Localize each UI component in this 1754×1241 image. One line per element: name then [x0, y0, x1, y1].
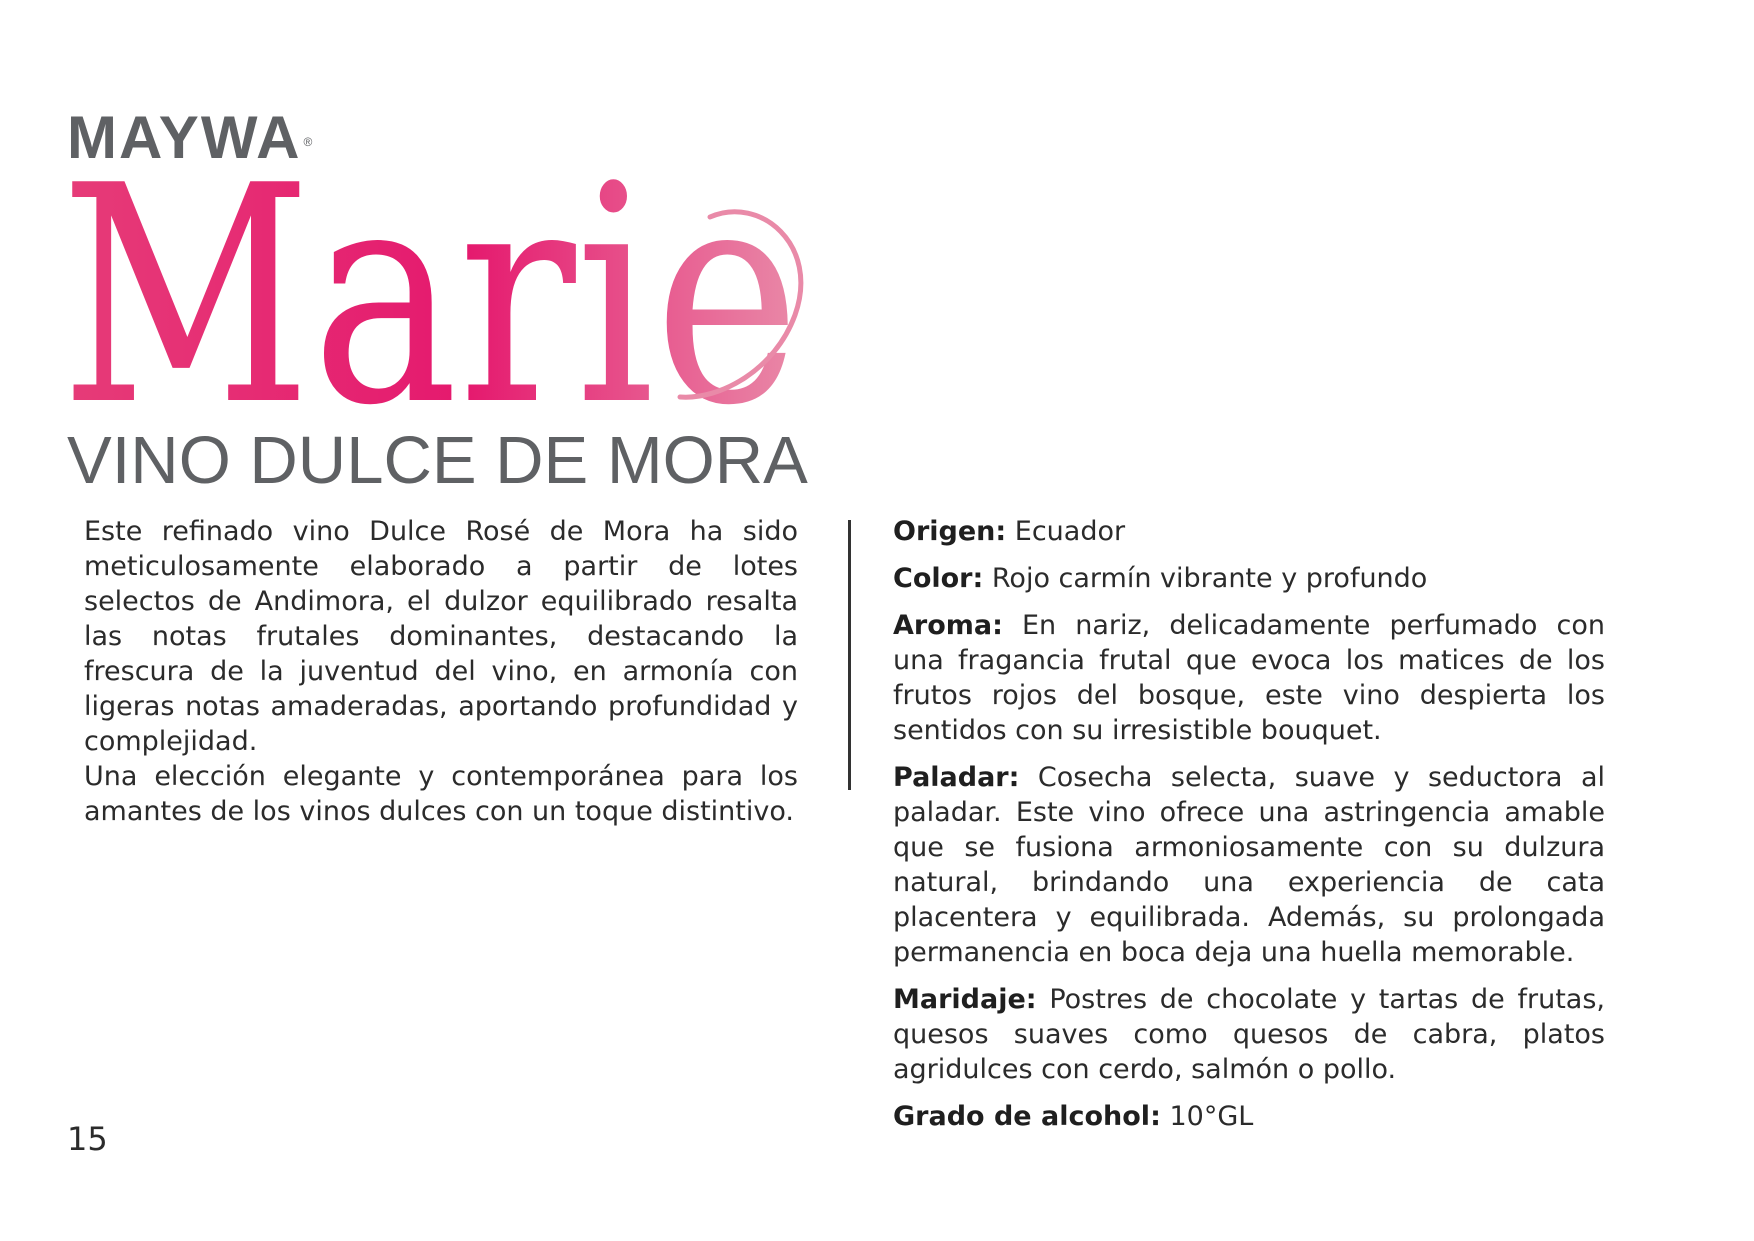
description-block [84, 514, 798, 829]
spec-label: Grado de alcohol: [893, 1101, 1161, 1132]
specs-list [893, 514, 1605, 1146]
spec-value: Rojo carmín vibrante y profundo [991, 563, 1428, 594]
spec-label: Maridaje: [893, 984, 1037, 1015]
product-subtitle: VINO DULCE DE MORA [67, 423, 808, 498]
spec-grado-alcohol [893, 1099, 1605, 1134]
spec-aroma [893, 608, 1605, 748]
description-paragraph-2: Una elección elegante y contemporánea para los amantes de los vinos dulces con un toque distintivo. [84, 761, 798, 827]
description-paragraph-1: Este refinado vino Dulce Rosé de Mora ha sido meticulosamente elaborado a partir de lotes selectos de Andimora, el dulzor equilibrado resalta las notas frutales dominantes, destacando la frescura de la juventud del vino, en armonía con ligeras notas amaderadas, aportando profundidad y complejidad. [84, 516, 798, 757]
spec-label: Aroma: [893, 610, 1003, 641]
spec-paladar [893, 760, 1605, 970]
spec-color [893, 561, 1605, 596]
brand-text: MAYWA [67, 104, 302, 171]
spec-value: Cosecha selecta, suave y seductora al paladar. Este vino ofrece una astringencia amable que se fusiona armoniosamente con su dulzura natural, brindando una experiencia de cata placentera y equilibrada. Además, su prolongada permanencia en boca deja una huella memorable. [893, 762, 1605, 968]
spec-value: Ecuador [1014, 516, 1126, 547]
spec-value: Postres de chocolate y tartas de frutas, quesos suaves como quesos de cabra, platos agridulces con cerdo, salmón o pollo. [893, 984, 1605, 1085]
spec-label: Origen: [893, 516, 1007, 547]
spec-maridaje [893, 982, 1605, 1087]
spec-origen [893, 514, 1605, 549]
logo-wordmark: Marie [60, 175, 800, 415]
registered-mark: ® [303, 135, 315, 149]
spec-value: 10°GL [1169, 1101, 1254, 1132]
page-number: 15 [67, 1120, 108, 1158]
column-divider [848, 520, 851, 790]
spec-label: Color: [893, 563, 984, 594]
spec-value: En nariz, delicadamente perfumado con una fragancia frutal que evoca los matices de los frutos rojos del bosque, este vino despierta los sentidos con su irresistible bouquet. [893, 610, 1605, 746]
spec-label: Paladar: [893, 762, 1020, 793]
brand-name [67, 104, 315, 171]
marie-logo [60, 175, 860, 415]
